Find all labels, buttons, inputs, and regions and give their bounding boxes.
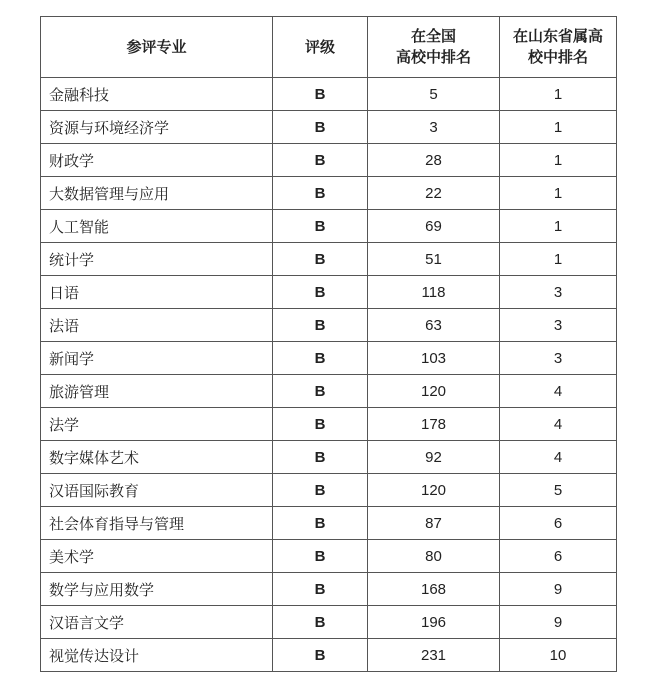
cell-province-rank: 4 bbox=[500, 408, 617, 441]
cell-major: 新闻学 bbox=[41, 342, 273, 375]
cell-major: 大数据管理与应用 bbox=[41, 177, 273, 210]
cell-grade: B bbox=[273, 144, 368, 177]
cell-major: 法学 bbox=[41, 408, 273, 441]
cell-national-rank: 120 bbox=[368, 474, 500, 507]
cell-major: 视觉传达设计 bbox=[41, 639, 273, 672]
cell-national-rank: 28 bbox=[368, 144, 500, 177]
table-row bbox=[41, 507, 617, 540]
cell-major: 法语 bbox=[41, 309, 273, 342]
cell-province-rank: 6 bbox=[500, 540, 617, 573]
cell-national-rank: 22 bbox=[368, 177, 500, 210]
cell-province-rank: 9 bbox=[500, 606, 617, 639]
table-row bbox=[41, 408, 617, 441]
cell-grade: B bbox=[273, 276, 368, 309]
cell-national-rank: 51 bbox=[368, 243, 500, 276]
table-row bbox=[41, 78, 617, 111]
cell-province-rank: 3 bbox=[500, 309, 617, 342]
cell-province-rank: 4 bbox=[500, 441, 617, 474]
cell-province-rank: 1 bbox=[500, 78, 617, 111]
ranking-table bbox=[40, 16, 617, 672]
cell-major: 财政学 bbox=[41, 144, 273, 177]
table-row bbox=[41, 606, 617, 639]
table-row bbox=[41, 309, 617, 342]
cell-national-rank: 3 bbox=[368, 111, 500, 144]
cell-major: 美术学 bbox=[41, 540, 273, 573]
cell-major: 资源与环境经济学 bbox=[41, 111, 273, 144]
cell-national-rank: 5 bbox=[368, 78, 500, 111]
cell-major: 日语 bbox=[41, 276, 273, 309]
cell-grade: B bbox=[273, 408, 368, 441]
table-row bbox=[41, 177, 617, 210]
table-row bbox=[41, 639, 617, 672]
cell-grade: B bbox=[273, 573, 368, 606]
cell-national-rank: 87 bbox=[368, 507, 500, 540]
cell-major: 数字媒体艺术 bbox=[41, 441, 273, 474]
cell-province-rank: 1 bbox=[500, 144, 617, 177]
cell-national-rank: 178 bbox=[368, 408, 500, 441]
cell-province-rank: 6 bbox=[500, 507, 617, 540]
cell-grade: B bbox=[273, 441, 368, 474]
cell-major: 金融科技 bbox=[41, 78, 273, 111]
cell-national-rank: 92 bbox=[368, 441, 500, 474]
table-row bbox=[41, 540, 617, 573]
cell-major: 社会体育指导与管理 bbox=[41, 507, 273, 540]
table-row bbox=[41, 474, 617, 507]
cell-province-rank: 1 bbox=[500, 111, 617, 144]
cell-national-rank: 120 bbox=[368, 375, 500, 408]
table-body bbox=[41, 78, 617, 672]
header-grade: 评级 bbox=[273, 17, 368, 78]
table-row bbox=[41, 573, 617, 606]
cell-grade: B bbox=[273, 177, 368, 210]
header-major: 参评专业 bbox=[41, 17, 273, 78]
header-province-rank bbox=[500, 17, 617, 78]
cell-grade: B bbox=[273, 111, 368, 144]
cell-province-rank: 3 bbox=[500, 342, 617, 375]
table-row bbox=[41, 243, 617, 276]
cell-province-rank: 3 bbox=[500, 276, 617, 309]
cell-major: 人工智能 bbox=[41, 210, 273, 243]
cell-province-rank: 4 bbox=[500, 375, 617, 408]
table-row bbox=[41, 276, 617, 309]
cell-grade: B bbox=[273, 309, 368, 342]
table-row bbox=[41, 210, 617, 243]
cell-major: 汉语国际教育 bbox=[41, 474, 273, 507]
cell-national-rank: 80 bbox=[368, 540, 500, 573]
cell-grade: B bbox=[273, 210, 368, 243]
cell-province-rank: 1 bbox=[500, 177, 617, 210]
cell-grade: B bbox=[273, 639, 368, 672]
header-national-line2: 高校中排名 bbox=[395, 48, 471, 66]
cell-province-rank: 10 bbox=[500, 639, 617, 672]
cell-national-rank: 196 bbox=[368, 606, 500, 639]
header-national-rank bbox=[368, 17, 500, 78]
cell-grade: B bbox=[273, 606, 368, 639]
cell-major: 统计学 bbox=[41, 243, 273, 276]
header-province-line1: 在山东省属高 bbox=[512, 27, 603, 45]
cell-province-rank: 5 bbox=[500, 474, 617, 507]
cell-grade: B bbox=[273, 243, 368, 276]
cell-grade: B bbox=[273, 375, 368, 408]
header-province-line2: 校中排名 bbox=[527, 48, 588, 66]
table-row bbox=[41, 111, 617, 144]
table-row bbox=[41, 144, 617, 177]
cell-major: 旅游管理 bbox=[41, 375, 273, 408]
cell-province-rank: 1 bbox=[500, 210, 617, 243]
cell-grade: B bbox=[273, 342, 368, 375]
header-national-line1: 在全国 bbox=[410, 27, 456, 45]
cell-grade: B bbox=[273, 474, 368, 507]
table-row bbox=[41, 342, 617, 375]
cell-major: 汉语言文学 bbox=[41, 606, 273, 639]
cell-province-rank: 9 bbox=[500, 573, 617, 606]
cell-major: 数学与应用数学 bbox=[41, 573, 273, 606]
cell-grade: B bbox=[273, 507, 368, 540]
table-header-row bbox=[41, 17, 617, 78]
cell-national-rank: 103 bbox=[368, 342, 500, 375]
cell-grade: B bbox=[273, 540, 368, 573]
cell-national-rank: 231 bbox=[368, 639, 500, 672]
cell-national-rank: 69 bbox=[368, 210, 500, 243]
cell-national-rank: 168 bbox=[368, 573, 500, 606]
cell-grade: B bbox=[273, 78, 368, 111]
cell-national-rank: 118 bbox=[368, 276, 500, 309]
cell-province-rank: 1 bbox=[500, 243, 617, 276]
table-row bbox=[41, 375, 617, 408]
table-row bbox=[41, 441, 617, 474]
cell-national-rank: 63 bbox=[368, 309, 500, 342]
